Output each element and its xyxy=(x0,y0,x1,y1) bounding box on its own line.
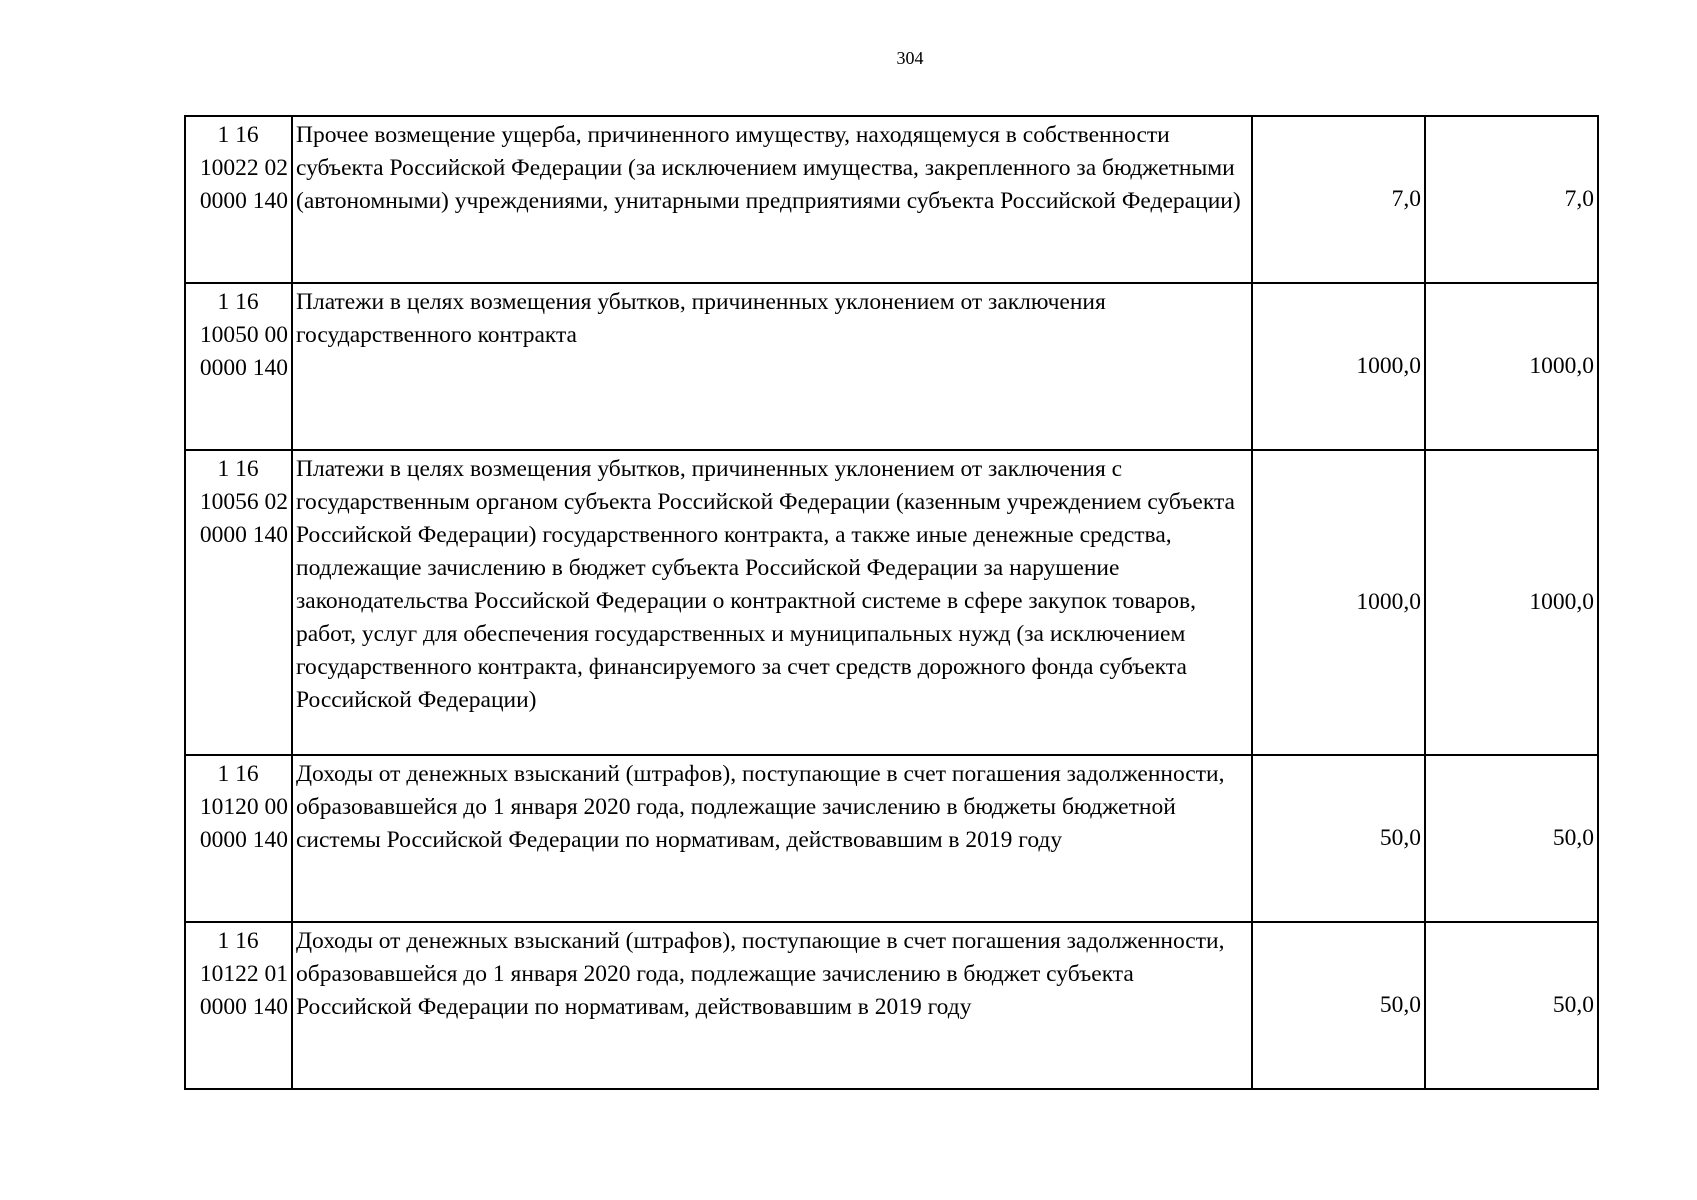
code-line: 0000 140 xyxy=(199,355,288,381)
code-line: 10022 02 xyxy=(199,155,288,181)
table-row xyxy=(185,755,1598,922)
row-description: Платежи в целях возмещения убытков, причиненных уклонением от заключения государственного контракта xyxy=(292,283,1252,450)
page-number: 304 xyxy=(896,48,924,68)
row-description: Доходы от денежных взысканий (штрафов), поступающие в счет погашения задолженности, образовавшейся до 1 января 2020 года, подлежащие зачислению в бюджеты бюджетной системы Российской Федерации по нормативам, действовавшим в 2019 году xyxy=(292,755,1252,922)
row-description: Прочее возмещение ущерба, причиненного имуществу, находящемуся в собственности субъекта Российской Федерации (за исключением имущества, закрепленного за бюджетными (автономными) учреждениями, унитарными предприятиями субъекта Российской Федерации) xyxy=(292,116,1252,283)
budget-code xyxy=(185,116,292,283)
budget-table xyxy=(184,115,1599,1090)
code-line: 10050 00 xyxy=(199,322,288,348)
amount-2: 50,0 xyxy=(1425,922,1598,1089)
code-line: 10056 02 xyxy=(199,489,288,515)
table-row xyxy=(185,283,1598,450)
code-line: 1 16 xyxy=(217,928,259,954)
code-line: 0000 140 xyxy=(199,994,288,1020)
amount-2: 1000,0 xyxy=(1425,283,1598,450)
code-line: 10122 01 xyxy=(199,961,288,987)
code-line: 1 16 xyxy=(217,761,259,787)
amount-1: 1000,0 xyxy=(1252,450,1425,755)
amount-1: 1000,0 xyxy=(1252,283,1425,450)
row-description: Платежи в целях возмещения убытков, причиненных уклонением от заключения с государственным органом субъекта Российской Федерации (казенным учреждением субъекта Российской Федерации) государственного контракта, а также иные денежные средства, подлежащие зачислению в бюджет субъекта Российской Федерации за нарушение законодательства Российской Федерации о контрактной системе в сфере закупок товаров, работ, услуг для обеспечения государственных и муниципальных нужд (за исключением государственного контракта, финансируемого за счет средств дорожного фонда субъекта Российской Федерации) xyxy=(292,450,1252,755)
budget-code xyxy=(185,755,292,922)
amount-1: 50,0 xyxy=(1252,755,1425,922)
table-row xyxy=(185,450,1598,755)
code-line: 0000 140 xyxy=(199,188,288,214)
budget-code xyxy=(185,450,292,755)
code-line: 0000 140 xyxy=(199,827,288,853)
budget-code xyxy=(185,922,292,1089)
amount-2: 7,0 xyxy=(1425,116,1598,283)
code-line: 1 16 xyxy=(217,456,259,482)
table-row xyxy=(185,922,1598,1089)
amount-1: 7,0 xyxy=(1252,116,1425,283)
budget-code xyxy=(185,283,292,450)
row-description: Доходы от денежных взысканий (штрафов), поступающие в счет погашения задолженности, образовавшейся до 1 января 2020 года, подлежащие зачислению в бюджет субъекта Российской Федерации по нормативам, действовавшим в 2019 году xyxy=(292,922,1252,1089)
amount-1: 50,0 xyxy=(1252,922,1425,1089)
code-line: 1 16 xyxy=(217,122,259,148)
amount-2: 50,0 xyxy=(1425,755,1598,922)
table-row xyxy=(185,116,1598,283)
code-line: 0000 140 xyxy=(199,522,288,548)
amount-2: 1000,0 xyxy=(1425,450,1598,755)
code-line: 10120 00 xyxy=(199,794,288,820)
code-line: 1 16 xyxy=(217,289,259,315)
